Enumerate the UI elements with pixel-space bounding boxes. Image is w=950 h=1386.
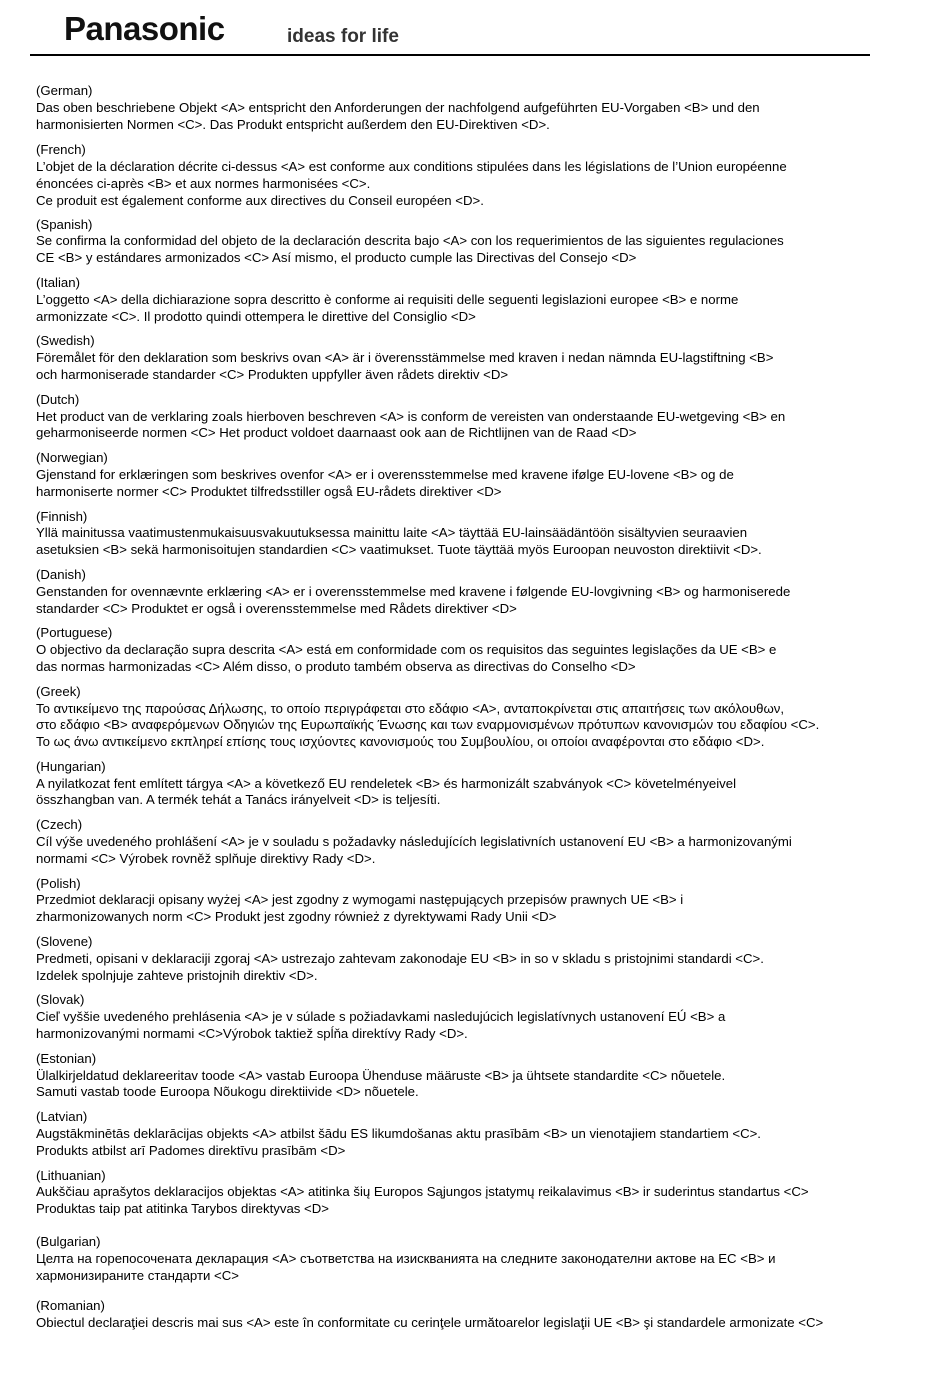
section-bulgarian (36, 1234, 906, 1284)
declaration-text: O objectivo da declaração supra descrita <A> está em conformidade com os requisitos das seguintes legislações da UE <B> e das normas harmonizadas <C> Além disso, o produto também observa as directivas do Conselho <D> (36, 642, 777, 674)
page-header (0, 0, 950, 60)
declaration-text: L’oggetto <A> della dichiarazione sopra descritto è conforme ai requisiti delle seguenti legislazioni europee <B> e norme armonizzate <C>. Il prodotto quindi ottempera le direttive del Consiglio <D> (36, 291, 739, 324)
language-label: (Italian) (36, 274, 80, 290)
section-romanian (36, 1298, 906, 1332)
declaration-content (36, 83, 906, 1332)
section-czech (36, 817, 906, 867)
declaration-text: Obiectul declaraţiei descris mai sus <A> este în conformitate cu cerinţele următoarelor legislaţii UE <B> şi standardele armonizate <C> (36, 1315, 824, 1331)
language-label: (Spanish) (36, 216, 93, 232)
header-divider (30, 54, 870, 56)
section-danish (36, 567, 906, 617)
section-slovene (36, 934, 906, 984)
declaration-text: Se confirma la conformidad del objeto de la declaración descrita bajo <A> con los requerimientos de las siguientes regulaciones CE <B> y estándares armonizados <C> Así mismo, el producto cumple las Directivas del Consejo <D> (36, 233, 784, 266)
language-label: (Hungarian) (36, 758, 106, 774)
declaration-text: Föremålet för den deklaration som beskrivs ovan <A> är i överensstämmelse med kraven i nedan nämnda EU-lagstiftning <B> och harmoniserade standarder <C> Produkten uppfyller även rådets direktiv <D> (36, 350, 774, 382)
declaration-text: Het product van de verklaring zoals hierboven beschreven <A> is conform de vereisten van onderstaande EU-wetgeving <B> en geharmoniseerde normen <C> Het product voldoet daarnaast ook aan de Richtlijnen van de Raad <D> (36, 408, 786, 441)
language-label: (French) (36, 142, 86, 158)
declaration-text: Το αντικείμενο της παρούσας Δήλωσης, το οποίο περιγράφεται στο εδάφιο <A>, ανταποκρίνεται στις απαιτήσεις των ακόλουθων, στο εδάφιο <B> αναφερόμενων Οδηγιών της Ευρωπαϊκής Ένωσης και των εναρμονισμένων πρότυπων κανονισμών του εδαφίου <C>. Το ως άνω αντικείμενο εκπληρεί επίσης τους ισχύοντες κανονισμούς του Συμβουλίου, οι οποίοι αναφέρονται στο εδάφιο <D>. (36, 700, 820, 750)
section-french (36, 142, 906, 209)
declaration-text: A nyilatkozat fent említett tárgya <A> a következő EU rendeletek <B> és harmonizált szabványok <C> követelményeivel összhangban van. A termék tehát a Tanács irányelveit <D> is teljesíti. (36, 775, 737, 808)
section-greek (36, 684, 906, 751)
language-label: (Danish) (36, 566, 86, 582)
brand-logo: Panasonic (64, 10, 225, 47)
language-label: (Lithuanian) (36, 1167, 106, 1183)
section-finnish (36, 509, 906, 559)
language-label: (German) (36, 83, 93, 98)
language-label: (Bulgarian) (36, 1234, 101, 1250)
language-label: (Portuguese) (36, 625, 113, 641)
language-label: (Romanian) (36, 1298, 105, 1314)
section-estonian (36, 1051, 906, 1101)
language-label: (Estonian) (36, 1050, 97, 1066)
section-portuguese (36, 625, 906, 675)
declaration-text: Ülalkirjeldatud deklareeritav toode <A> vastab Euroopa Ühenduse määruste <B> ja ühtsete standardite <C> nõuetele. Samuti vastab toode Euroopa Nõukogu direktiivide <D> nõuetele. (36, 1067, 726, 1100)
declaration-text: Predmeti, opisani v deklaraciji zgoraj <A> ustrezajo zahtevam zakonodaje EU <B> in so v skladu s pristojnimi standardi <C>. Izdelek spolnjuje zahteve pristojnih direktiv <D>. (36, 950, 764, 983)
language-label: (Greek) (36, 683, 81, 699)
section-swedish (36, 333, 906, 383)
declaration-text: Cieľ vyššie uvedeného prehlásenia <A> je v súlade s požiadavkami nasledujúcich legislatívnych ustanovení EÚ <B> a harmonizovanými normami <C>Výrobok taktiež spĺňa direktívy Rady <D>. (36, 1009, 726, 1042)
section-norwegian (36, 450, 906, 500)
language-label: (Slovene) (36, 934, 93, 950)
declaration-text: Das oben beschriebene Objekt <A> entspricht den Anforderungen der nachfolgend aufgeführten EU-Vorgaben <B> und den harmonisierten Normen <C>. Das Produkt entspricht außerdem den EU-Direktiven <D>. (36, 99, 760, 132)
section-slovak (36, 992, 906, 1042)
declaration-text: Przedmiot deklaracji opisany wyżej <A> jest zgodny z wymogami następujących przepisów prawnych UE <B> i zharmonizowanych norm <C> Produkt jest zgodny również z dyrektywami Rady Unii <D> (36, 892, 684, 925)
language-label: (Finnish) (36, 508, 88, 524)
language-label: (Swedish) (36, 333, 95, 349)
declaration-text: Augstākminētās deklarācijas objekts <A> atbilst šādu ES likumdošanas aktu prasībām <B> un vienotajiem standartiem <C>. Produkts atbilst arī Padomes direktīvu prasībām <D> (36, 1126, 761, 1158)
brand-tagline: ideas for life (287, 26, 399, 47)
declaration-text: Gjenstand for erklæringen som beskrives ovenfor <A> er i overensstemmelse med kravene ifølge EU-lovene <B> og de harmoniserte normer <C> Produktet tilfredsstiller også EU-rådets direktiver <D> (36, 466, 734, 499)
language-label: (Czech) (36, 817, 83, 833)
language-label: (Latvian) (36, 1109, 88, 1125)
section-hungarian (36, 759, 906, 809)
language-label: (Dutch) (36, 391, 80, 407)
section-polish (36, 876, 906, 926)
section-dutch (36, 392, 906, 442)
declaration-text: L’objet de la déclaration décrite ci-dessus <A> est conforme aux conditions stipulées dans les législations de l’Union européenne énoncées ci-après <B> et aux normes harmonisées <C>. Ce produit est également conforme aux directives du Conseil européen <D>. (36, 159, 787, 208)
section-lithuanian (36, 1168, 906, 1218)
declaration-text: Yllä mainitussa vaatimustenmukaisuusvakuutuksessa mainittu laite <A> täyttää EU-lainsäädäntöön sisältyvien seuraavien asetuksien <B> sekä harmonisoitujen standardien <C> vaatimukset. Tuote täyttää myös Euroopan neuvoston direktiivit <D>. (36, 525, 762, 558)
declaration-text: Aukščiau aprašytos deklaracijos objektas <A> atitinka šių Europos Sąjungos įstatymų reikalavimus <B> ir suderintus standartus <C> Produktas taip pat atitinka Tarybos direktyvas <D> (36, 1184, 809, 1217)
section-latvian (36, 1109, 906, 1159)
language-label: (Polish) (36, 875, 81, 891)
declaration-text: Cíl výše uvedeného prohlášení <A> je v souladu s požadavky následujících legislativních ustanovení EU <B> a harmonizovanými normami <C> Výrobek rovněž splňuje direktivy Rady <D>. (36, 834, 792, 866)
language-label: (Slovak) (36, 992, 85, 1008)
section-spanish (36, 217, 906, 267)
declaration-text: Genstanden for ovennævnte erklæring <A> er i overensstemmelse med kravene i følgende EU-lovgivning <B> og harmoniserede standarder <C> Produktet er også i overensstemmelse med Rådets direktiver <D> (36, 583, 791, 616)
language-label: (Norwegian) (36, 450, 108, 466)
declaration-text: Целта на горепосочената декларация <A> съответства на изискванията на следните законодателни актове на ЕС <B> и хармонизираните стандарти <C> (36, 1250, 776, 1283)
section-italian (36, 275, 906, 325)
section-german (36, 83, 906, 133)
